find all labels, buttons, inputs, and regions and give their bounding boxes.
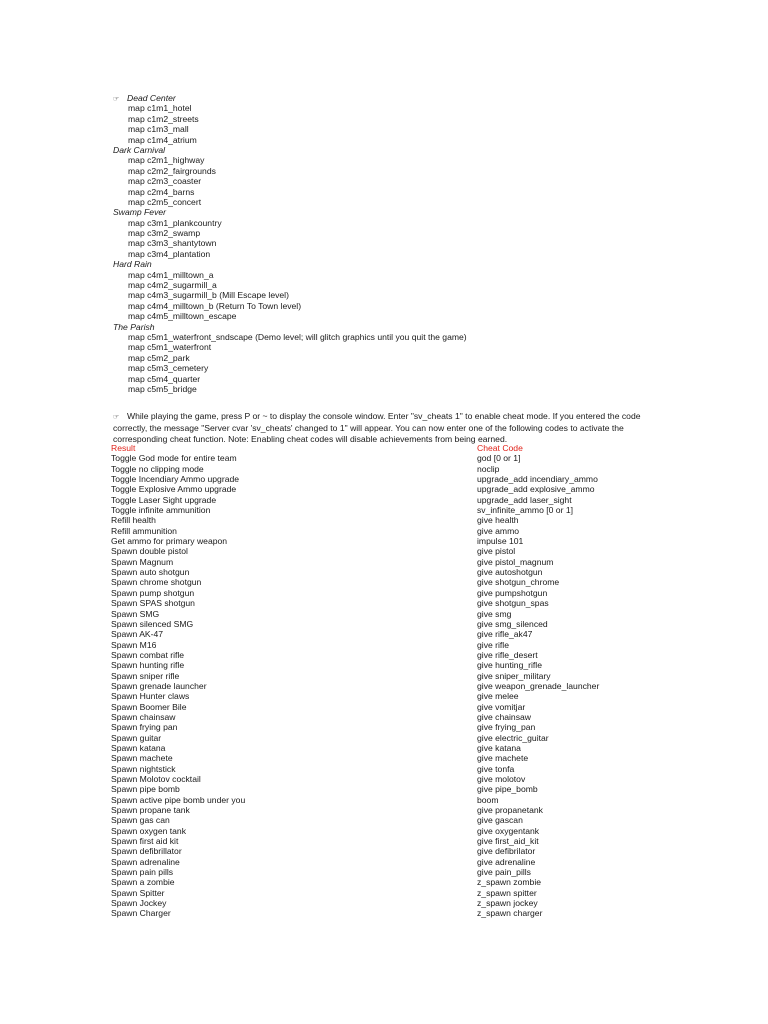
- campaign-title: [113, 259, 673, 269]
- cheat-result: Spawn Charger: [111, 908, 171, 919]
- table-row: [111, 836, 631, 846]
- table-row: [111, 712, 631, 722]
- table-row: [111, 691, 631, 701]
- table-row: [111, 867, 631, 877]
- map-command: map c4m3_sugarmill_b (Mill Escape level): [128, 290, 289, 301]
- table-row: [111, 898, 631, 908]
- map-command: map c1m3_mall: [128, 124, 189, 135]
- campaign-name: Dark Carnival: [113, 144, 166, 155]
- table-row: [111, 795, 631, 805]
- cheat-instructions: [113, 411, 643, 444]
- campaign-name: Hard Rain: [113, 259, 152, 270]
- map-command: map c4m5_milltown_escape: [128, 311, 237, 322]
- map-command: map c3m2_swamp: [128, 228, 201, 239]
- cheat-code: give oxygentank: [477, 825, 540, 836]
- map-command: map c5m3_cemetery: [128, 363, 209, 374]
- cheat-code: z_spawn zombie: [477, 877, 542, 888]
- cheat-result: Spawn first aid kit: [111, 836, 179, 847]
- cheat-code: give vomitjar: [477, 701, 526, 712]
- cheat-code: give frying_pan: [477, 722, 536, 733]
- cheat-code: give adrenaline: [477, 856, 536, 867]
- cheat-code: give electric_guitar: [477, 732, 549, 743]
- table-header: [111, 443, 631, 453]
- cheat-code: god [0 or 1]: [477, 453, 521, 464]
- map-command: map c3m1_plankcountry: [128, 217, 222, 228]
- cheat-code: give katana: [477, 742, 521, 753]
- cheat-code: give tonfa: [477, 763, 515, 774]
- cheat-code: sv_infinite_ammo [0 or 1]: [477, 505, 574, 516]
- cheat-result: Spawn M16: [111, 639, 157, 650]
- table-row: [111, 733, 631, 743]
- cheat-code: z_spawn jockey: [477, 898, 538, 909]
- map-command: map c4m2_sugarmill_a: [128, 280, 217, 291]
- cheat-code: give first_aid_kit: [477, 836, 539, 847]
- table-row: [111, 453, 631, 463]
- cheat-result: Spawn frying pan: [111, 722, 178, 733]
- cheat-code: upgrade_add incendiary_ammo: [477, 474, 598, 485]
- map-command: map c1m4_atrium: [128, 134, 197, 145]
- result-column-header: Result: [111, 443, 136, 453]
- cheat-result: Spawn Spitter: [111, 887, 165, 898]
- cheat-result: Spawn pain pills: [111, 867, 174, 878]
- map-command: map c1m1_hotel: [128, 103, 192, 114]
- cheat-code: give rifle_ak47: [477, 629, 533, 640]
- cheat-result: Spawn Magnum: [111, 556, 174, 567]
- map-command: map c5m1_waterfront_sndscape (Demo level; will glitch graphics until you quit the game): [128, 331, 467, 342]
- map-list: [113, 93, 673, 394]
- table-row: [111, 546, 631, 556]
- cheat-code: give rifle_desert: [477, 649, 538, 660]
- table-row: [111, 640, 631, 650]
- table-row: [111, 784, 631, 794]
- cheat-result: Spawn nightstick: [111, 763, 176, 774]
- table-row: [111, 826, 631, 836]
- map-command: map c3m4_plantation: [128, 248, 211, 259]
- cheat-result: Spawn katana: [111, 742, 166, 753]
- cheat-code: give molotov: [477, 774, 526, 784]
- table-row: [111, 526, 631, 536]
- cheat-result: Toggle no clipping mode: [111, 463, 204, 474]
- cheat-table: [111, 443, 631, 919]
- campaign-name: Dead Center: [127, 93, 176, 103]
- map-command: map c2m2_fairgrounds: [128, 165, 216, 176]
- map-command: map c4m1_milltown_a: [128, 269, 214, 280]
- cheat-result: Spawn Jockey: [111, 898, 167, 909]
- cheat-result: Spawn pump shotgun: [111, 587, 195, 598]
- cheat-code: boom: [477, 794, 499, 805]
- map-command: map c2m3_coaster: [128, 176, 202, 187]
- table-row: [111, 484, 631, 494]
- table-row: [111, 805, 631, 815]
- pointing-hand-icon: ☞: [113, 96, 120, 103]
- campaign-name: The Parish: [113, 321, 155, 332]
- map-command: map c2m4_barns: [128, 186, 195, 197]
- cheat-code: give defibrilator: [477, 846, 536, 857]
- cheat-result: Get ammo for primary weapon: [111, 536, 228, 547]
- table-row: [111, 753, 631, 763]
- cheat-code: give chainsaw: [477, 711, 531, 722]
- table-row: [111, 619, 631, 629]
- cheat-code: give machete: [477, 753, 529, 764]
- pointing-hand-icon: ☞: [113, 414, 120, 421]
- cheat-code: give pistol: [477, 546, 516, 557]
- cheat-result: Spawn grenade launcher: [111, 680, 207, 691]
- campaign-title: [113, 207, 673, 217]
- cheat-result: Spawn combat rifle: [111, 649, 185, 660]
- table-row: [111, 629, 631, 639]
- table-row: [111, 505, 631, 515]
- table-row: [111, 774, 631, 784]
- cheat-result: Spawn Hunter claws: [111, 691, 190, 702]
- cheat-code: z_spawn charger: [477, 908, 543, 919]
- table-row: [111, 495, 631, 505]
- map-command: map c5m5_bridge: [128, 383, 197, 394]
- cheat-result: Spawn chainsaw: [111, 711, 176, 722]
- cheat-code-column-header: Cheat Code: [477, 443, 523, 453]
- cheat-code: impulse 101: [477, 536, 524, 547]
- table-row: [111, 588, 631, 598]
- cheat-code: give sniper_military: [477, 670, 551, 681]
- cheat-result: Spawn auto shotgun: [111, 567, 190, 578]
- cheat-result: Spawn chrome shotgun: [111, 577, 202, 588]
- cheat-result: Toggle Laser Sight upgrade: [111, 494, 217, 505]
- table-row: [111, 815, 631, 825]
- cheat-result: Toggle Incendiary Ammo upgrade: [111, 474, 240, 485]
- table-row: [111, 671, 631, 681]
- cheat-result: Refill ammunition: [111, 525, 177, 536]
- table-row: [111, 650, 631, 660]
- cheat-code: give pistol_magnum: [477, 556, 554, 567]
- cheat-result: Toggle infinite ammunition: [111, 505, 211, 516]
- table-row: [111, 877, 631, 887]
- table-row: [111, 743, 631, 753]
- cheat-code: noclip: [477, 463, 500, 474]
- cheat-result: Spawn AK-47: [111, 629, 164, 640]
- cheat-result: Spawn SPAS shotgun: [111, 598, 195, 609]
- cheat-code: give smg: [477, 608, 512, 619]
- cheat-result: Spawn guitar: [111, 732, 162, 743]
- map-command: map c3m3_shantytown: [128, 238, 217, 249]
- table-row: [111, 557, 631, 567]
- table-body: [111, 453, 631, 918]
- cheat-code: give ammo: [477, 525, 520, 536]
- cheat-code: give pain_pills: [477, 867, 531, 878]
- map-command: map c2m5_concert: [128, 196, 202, 207]
- cheat-result: Spawn sniper rifle: [111, 670, 180, 681]
- map-command: map c5m4_quarter: [128, 373, 201, 384]
- cheat-code: give shotgun_spas: [477, 598, 549, 609]
- table-row: [111, 474, 631, 484]
- table-row: [111, 577, 631, 587]
- table-row: [111, 764, 631, 774]
- table-row: [111, 846, 631, 856]
- cheat-result: Spawn Boomer Bile: [111, 701, 187, 712]
- cheat-code: give shotgun_chrome: [477, 577, 560, 588]
- cheat-code: give hunting_rifle: [477, 660, 542, 671]
- table-row: [111, 888, 631, 898]
- table-row: [111, 515, 631, 525]
- campaign-title: [113, 322, 673, 332]
- cheat-result: Spawn a zombie: [111, 877, 175, 888]
- instructions-text: While playing the game, press P or ~ to display the console window. Enter "sv_cheats 1" to enable cheat mode. If you entered the code correctly, the message "Server cvar 'sv_cheats' changed to 1" will appear. You can now enter one of the following codes to activate the corresponding cheat function. Note: Enabling cheat codes will disable achievements from being earned.: [113, 411, 641, 444]
- table-row: [111, 464, 631, 474]
- map-command: map c5m1_waterfront: [128, 342, 212, 353]
- cheat-result: Spawn oxygen tank: [111, 825, 187, 836]
- table-row: [111, 567, 631, 577]
- cheat-result: Spawn active pipe bomb under you: [111, 794, 246, 805]
- table-row: [111, 609, 631, 619]
- cheat-code: give pumpshotgun: [477, 587, 548, 598]
- cheat-result: Refill health: [111, 515, 156, 526]
- campaign-title: [113, 93, 673, 103]
- table-row: [111, 702, 631, 712]
- cheat-code: give propanetank: [477, 805, 543, 816]
- cheat-result: Toggle Explosive Ammo upgrade: [111, 484, 237, 495]
- table-row: [111, 660, 631, 670]
- table-row: [111, 536, 631, 546]
- map-command: map c2m1_highway: [128, 155, 205, 166]
- cheat-result: Spawn Molotov cocktail: [111, 774, 201, 784]
- cheat-code: give pipe_bomb: [477, 784, 538, 795]
- cheat-code: give melee: [477, 691, 519, 702]
- map-command: map c5m2_park: [128, 352, 190, 363]
- campaign-name: Swamp Fever: [113, 207, 167, 218]
- cheat-code: give weapon_grenade_launcher: [477, 680, 600, 691]
- cheat-code: give autoshotgun: [477, 567, 543, 578]
- cheat-code: z_spawn spitter: [477, 887, 537, 898]
- map-command: map c4m4_milltown_b (Return To Town level): [128, 300, 302, 311]
- table-row: [111, 681, 631, 691]
- table-row: [111, 598, 631, 608]
- cheat-result: Spawn hunting rifle: [111, 660, 185, 671]
- cheat-result: Spawn SMG: [111, 608, 160, 619]
- cheat-code: give rifle: [477, 639, 509, 650]
- cheat-result: Spawn propane tank: [111, 805, 190, 816]
- cheat-result: Spawn gas can: [111, 815, 170, 826]
- campaign-title: [113, 145, 673, 155]
- cheat-code: give smg_silenced: [477, 618, 548, 629]
- table-row: [111, 857, 631, 867]
- cheat-code: give gascan: [477, 815, 523, 826]
- cheat-result: Spawn machete: [111, 753, 173, 764]
- cheat-code: upgrade_add explosive_ammo: [477, 484, 595, 495]
- cheat-result: Toggle God mode for entire team: [111, 453, 237, 464]
- table-row: [111, 908, 631, 918]
- cheat-result: Spawn double pistol: [111, 546, 188, 557]
- cheat-code: upgrade_add laser_sight: [477, 494, 572, 505]
- cheat-result: Spawn defibrillator: [111, 846, 182, 857]
- cheat-result: Spawn pipe bomb: [111, 784, 180, 795]
- cheat-code: give health: [477, 515, 519, 526]
- map-command: map c1m2_streets: [128, 113, 199, 124]
- cheat-result: Spawn adrenaline: [111, 856, 180, 867]
- cheat-result: Spawn silenced SMG: [111, 618, 194, 629]
- table-row: [111, 722, 631, 732]
